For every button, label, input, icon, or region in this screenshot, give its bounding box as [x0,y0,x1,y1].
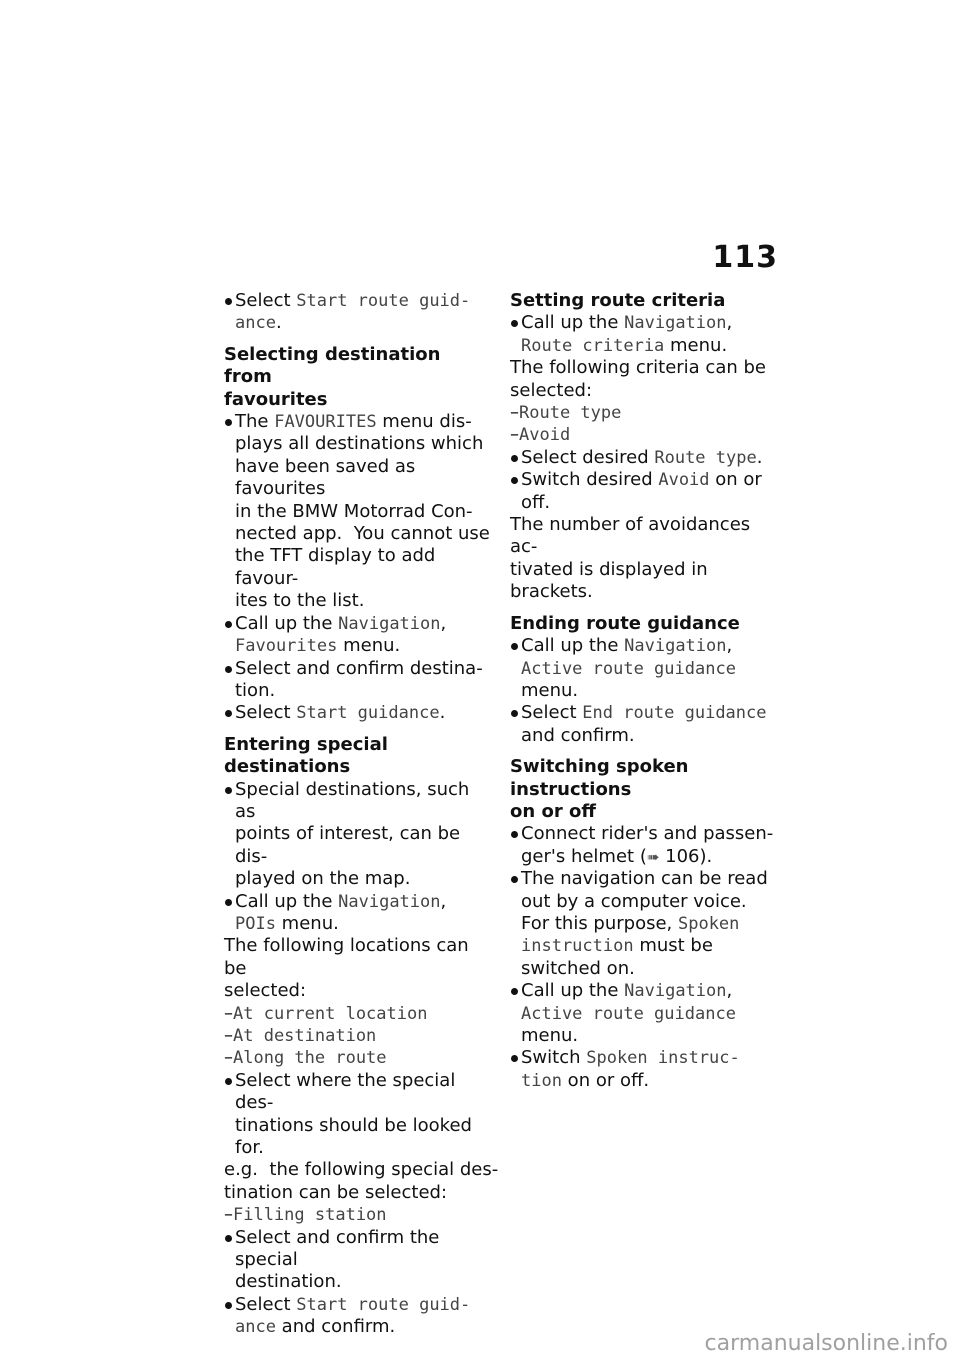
footer-watermark: carmanualsonline.info [704,1331,948,1356]
paragraph-locations: The following locations can be selected: [224,935,469,1002]
bullet-select-route-type: Select desired Route type. [510,447,782,469]
paragraph-example: e.g. the following special des- tination can be selected: [224,1159,499,1203]
bullet-select-where: Select where the special des- tinations should be looked for. [224,1070,494,1160]
bullet-select-start-route-confirm: Select Start route guid- ance and confirm. [224,1294,494,1339]
bullet-select-start-guidance: Select Start guidance. [224,702,494,724]
bullet-call-navigation-active-route-2: Call up the Navigation, Active route guidance menu. [510,980,782,1047]
bullet-special-destinations: Special destinations, such as points of interest, can be dis- played on the map. [224,779,494,891]
paragraph-avoidances: The number of avoidances ac- tivated is displayed in brackets. [510,514,751,603]
list-item-location: –At destination [224,1025,377,1046]
bullet-favourites-menu: The FAVOURITES menu dis- plays all destinations which have been saved as favourites in the BMW Motorrad Con- nected app. You cannot use the TFT display to add favour- ites to the list. [224,411,494,613]
list-item-location: –At current location [224,1002,428,1024]
heading-route-criteria: Setting route criteria [510,290,726,311]
bullet-select-end-route: Select End route guidance and confirm. [510,702,782,747]
bullet-switch-spoken-instruction: Switch Spoken instruc- tion on or off. [510,1047,782,1092]
bullet-call-navigation-favourites: Call up the Navigation, Favourites menu. [224,613,494,658]
list-item-criteria: –Avoid [510,424,571,446]
page-reference-arrow-icon: ➠ [646,847,660,866]
right-column [510,290,782,1092]
page-number: 113 [712,240,778,275]
bullet-call-navigation-route-criteria: Call up the Navigation, Route criteria menu. [510,312,782,357]
paragraph-criteria: The following criteria can be selected: [510,357,766,401]
bullet-confirm-special: Select and confirm the special destination. [224,1227,494,1294]
list-item-special-destination: –Filling station [224,1204,387,1226]
heading-special-destinations: Entering special destinations [224,733,388,778]
bullet-call-navigation-active-route: Call up the Navigation, Active route guidance menu. [510,635,782,702]
bullet-select-start-route: Select Start route guid- ance. [224,290,494,335]
bullet-switch-avoid: Switch desired Avoid on or off. [510,469,782,514]
heading-favourites: Selecting destination from favourites [224,343,441,410]
heading-ending-route-guidance: Ending route guidance [510,612,740,634]
bullet-connect-helmet: Connect rider's and passen- ger's helmet (➠ 106). [510,823,782,868]
heading-spoken-instructions: Switching spoken instructions on or off [510,756,689,822]
left-column [224,290,499,1339]
list-item-criteria: –Route type [510,402,622,424]
list-item-location: –Along the route [224,1047,387,1069]
bullet-computer-voice: The navigation can be read out by a computer voice. For this purpose, Spoken instruction must be switched on. [510,868,782,980]
bullet-confirm-destination: Select and confirm destina- tion. [224,658,494,703]
bullet-call-navigation-pois: Call up the Navigation, POIs menu. [224,891,494,936]
